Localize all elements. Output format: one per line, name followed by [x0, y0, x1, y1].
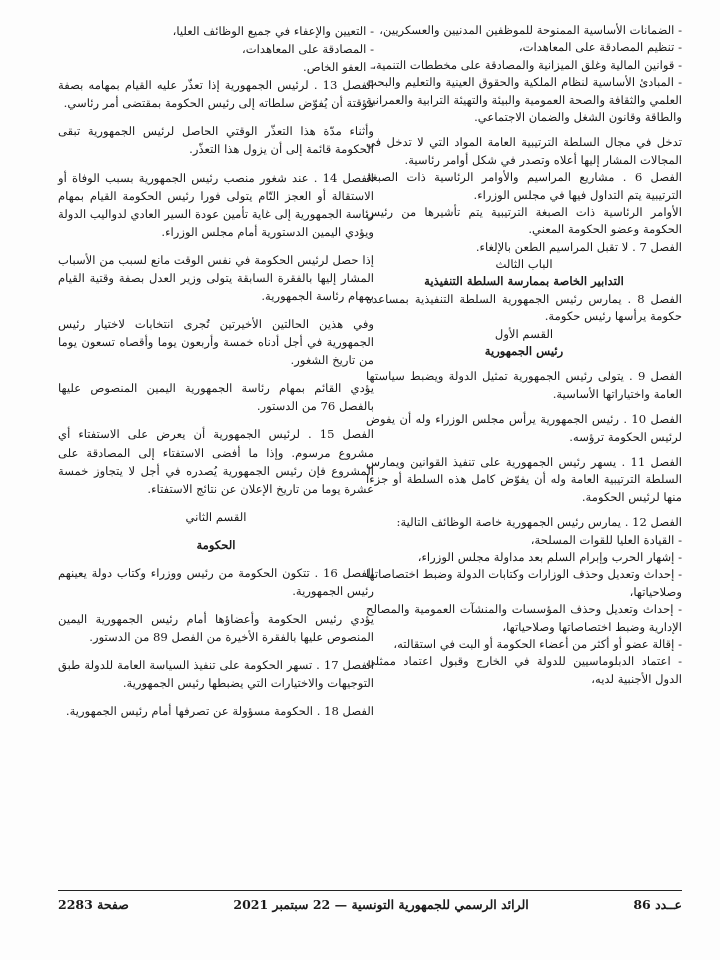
- paragraph: الفصل 17 . تسهر الحكومة على تنفيذ السياسة العامة للدولة طبق التوجيهات والاختيارات التي يضبطها رئيس الجمهورية.: [58, 658, 375, 691]
- page-footer: [58, 890, 682, 917]
- journal-title: الرائد الرسمي للجمهورية التونسية — 22 سبتمبر 2021: [233, 896, 529, 912]
- paragraph: الفصل 14 . عند شغور منصب رئيس الجمهورية بسبب الوفاة أو الاستقالة أو العجز التّام يتولى فورا رئيس الحكومة القيام بمهام رئاسة الجمهورية إلى غاية تأمين عودة السير العادي لدواليب الدولة ويؤدي اليمين الدستورية أمام مجلس الوزراء.: [58, 170, 375, 239]
- left-column: [58, 22, 374, 721]
- list-item: - العفو الخاص.: [303, 60, 374, 75]
- paragraph: الفصل 15 . لرئيس الجمهورية أن يعرض على الاستفتاء أي مشروع مرسوم. وإذا ما أفضى الاستفتاء إلى المصادقة على المشروع فإن رئيس الجمهورية يُصدره في أجل لا يتجاوز خمسة عشرة يوما من تاريخ الإعلان عن نتائج الاستفتاء.: [58, 427, 374, 496]
- list-item: - اعتماد الدبلوماسيين للدولة في الخارج وقبول اعتماد ممثلي الدول الأجنبية لديه،: [366, 654, 682, 686]
- paragraph: - تنظيم المصادقة على المعاهدات،: [518, 40, 682, 55]
- paragraph: الأوامر الرئاسية ذات الصبغة الترتيبية يتم تأشيرها من رئيس الحكومة وعضو الحكومة المعني.: [366, 204, 682, 237]
- section-title: رئيس الجمهورية: [484, 344, 564, 359]
- list-item: - إقالة عضو أو أكثر من أعضاء الحكومة أو البت في استقالته،: [393, 636, 682, 651]
- paragraph: تدخل في مجال السلطة الترتيبية العامة المواد التي لا تدخل في المجالات المشار إليها أعلاه وتصدر في شكل أوامر رئاسية.: [366, 135, 682, 167]
- right-column: [366, 22, 682, 688]
- paragraph: الفصل 13 . لرئيس الجمهورية إذا تعذّر عليه القيام بمهامه بصفة مؤقتة أن يُفوّض سلطاته إلى رئيس الحكومة بمقتضى أمر رئاسي.: [58, 78, 374, 111]
- chapter-heading: الباب الثالث: [495, 257, 553, 272]
- list-item: - إحداث وتعديل وحذف الوزارات وكتابات الدولة وضبط اختصاصاتها وصلاحياتها،: [366, 567, 682, 599]
- list-item: - إحداث وتعديل وحذف المؤسسات والمنشآت العمومية والمصالح الإدارية وضبط اختصاصاتها وصلاحياتها،: [366, 602, 682, 634]
- section-title: الحكومة: [196, 537, 236, 552]
- paragraph: الفصل 9 . يتولى رئيس الجمهورية تمثيل الدولة ويضبط سياستها العامة واختياراتها الأساسية.: [366, 369, 683, 401]
- section-heading: القسم الأول: [494, 326, 554, 341]
- paragraph: الفصل 6 . مشاريع المراسيم والأوامر الرئاسية ذات الصبغة الترتيبية يتم التداول فيها في مجلس الوزراء.: [366, 170, 683, 202]
- paragraph: - الضمانات الأساسية الممنوحة للموظفين المدنيين والعسكريين،: [379, 23, 682, 37]
- list-item: - القيادة العليا للقوات المسلحة،: [530, 532, 682, 547]
- list-item: - التعيين والإعفاء في جميع الوظائف العليا،: [172, 24, 374, 38]
- list-item: - المصادقة على المعاهدات،: [241, 42, 374, 57]
- paragraph: الفصل 7 . لا تقبل المراسيم الطعن بالإلغاء.: [475, 239, 682, 254]
- paragraph: الفصل 16 . تتكون الحكومة من رئيس ووزراء وكتاب دولة يعينهم رئيس الجمهورية.: [58, 565, 374, 599]
- chapter-title: التدابير الخاصة بممارسة السلطة التنفيذية: [424, 274, 624, 289]
- paragraph: يؤدي القائم بمهام رئاسة الجمهورية اليمين المنصوص عليها بالفصل 76 من الدستور.: [58, 381, 374, 414]
- issue-number: عــدد 86: [633, 896, 682, 912]
- list-item: - إشهار الحرب وإبرام السلم بعد مداولة مجلس الوزراء،: [417, 549, 682, 564]
- paragraph: إذا حصل لرئيس الحكومة في نفس الوقت مانع لسبب من الأسباب المشار إليها بالفقرة السابقة يتولى وزير العدل بصفة وقتية القيام بمهام رئاسة الجمهورية.: [58, 252, 374, 304]
- paragraph: الفصل 11 . يسهر رئيس الجمهورية على تنفيذ القوانين ويمارس السلطة الترتيبية العامة وله أن يفوّض كامل هذه السلطة أو جزءا منها لرئيس الحكومة.: [366, 454, 683, 504]
- paragraph: يؤدي رئيس الحكومة وأعضاؤها أمام رئيس الجمهورية اليمين المنصوص عليها بالفقرة الأخيرة من الفصل 89 من الدستور.: [58, 612, 374, 645]
- paragraph: وفي هذين الحالتين الأخيرتين تُجرى انتخابات لاختيار رئيس الجمهورية في أجل أدناه خمسة وأربعون يوما وأقصاه تسعون يوما من تاريخ الشغور.: [58, 317, 374, 368]
- paragraph: وأثناء مدّة هذا التعذّر الوقتي الحاصل لرئيس الجمهورية تبقى الحكومة قائمة إلى أن يزول هذا التعذّر.: [58, 124, 374, 157]
- section-heading: القسم الثاني: [185, 509, 247, 524]
- paragraph: - قوانين المالية وغلق الميزانية والمصادقة على مخططات التنمية،: [372, 57, 682, 72]
- paragraph: - المبادئ الأساسية لنظام الملكية والحقوق العينية والتعليم والبحث العلمي والثقافة والصحة العمومية والبيئة والتهيئة الترابية والعمرانية والطاقة وقانون الشغل والضمان الاجتماعي.: [366, 75, 682, 124]
- page-number: صفحة 2283: [58, 896, 129, 912]
- paragraph: الفصل 10 . رئيس الجمهورية يرأس مجلس الوزراء وله أن يفوض لرئيس الحكومة ترؤسه.: [366, 412, 682, 444]
- paragraph: الفصل 8 . يمارس رئيس الجمهورية السلطة التنفيذية بمساعدة حكومة يرأسها رئيس حكومة.: [366, 291, 682, 324]
- paragraph: الفصل 18 . الحكومة مسؤولة عن تصرفها أمام رئيس الجمهورية.: [65, 704, 374, 719]
- paragraph: الفصل 12 . يمارس رئيس الجمهورية خاصة الوظائف التالية:: [396, 515, 682, 530]
